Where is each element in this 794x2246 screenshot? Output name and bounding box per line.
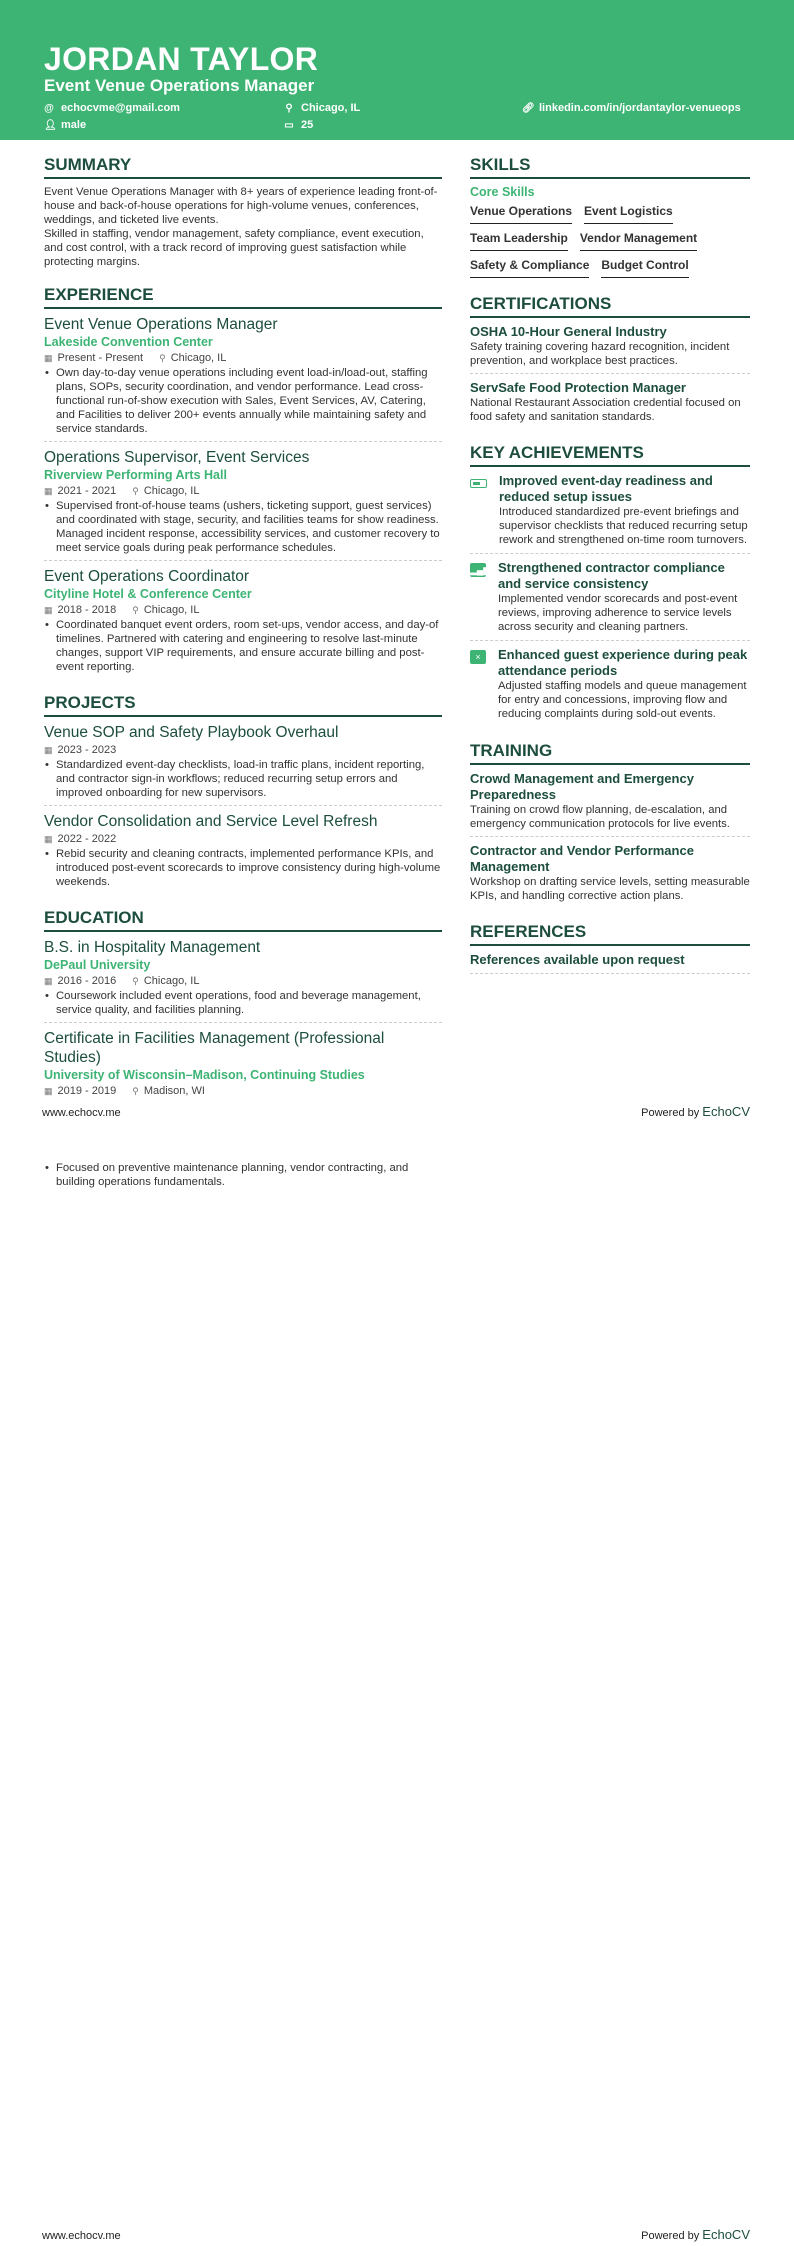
skill-tag: Venue Operations — [470, 201, 572, 224]
location: Chicago, IL — [143, 485, 200, 497]
location-pin-icon: ⚲ — [132, 976, 139, 986]
footer-site-link[interactable]: www.echocv.me — [42, 1107, 121, 1119]
gender: male — [61, 119, 87, 131]
school: University of Wisconsin–Madison, Continuing Studies — [44, 1068, 365, 1082]
bullet: • Supervised front-of-house teams (ushers, ticketing support, guest services) and coordinated with stage, security, and facilities teams for show readiness. Managed incident response, accessibility services, and customer recovery to meet service goals during peak performance schedules. — [44, 499, 442, 555]
location: Chicago, IL — [301, 102, 361, 114]
project-title: Vendor Consolidation and Service Level Refresh — [44, 813, 378, 830]
location-pin-icon: ⚲ — [285, 102, 293, 114]
achievement-desc: Implemented vendor scorecards and post-event reviews, improving adherence to service levels across security and cleaning partners. — [498, 593, 738, 633]
training-title: Contractor and Vendor Performance Management — [470, 843, 694, 874]
dates: 2021 - 2021 — [57, 485, 117, 497]
section-heading-skills: SKILLS — [470, 155, 750, 179]
job-title: Event Operations Coordinator — [44, 568, 250, 585]
location-pin-icon: ⚲ — [132, 486, 139, 496]
job-title: Event Venue Operations Manager — [44, 316, 278, 333]
achievement-title: Strengthened contractor compliance and service consistency — [498, 560, 725, 591]
achievement-entry — [470, 560, 750, 641]
candidate-name: JORDAN TAYLOR — [44, 41, 319, 77]
training-entry — [470, 843, 750, 908]
employer: Cityline Hotel & Conference Center — [44, 587, 252, 601]
location-pin-icon: ⚲ — [159, 353, 166, 363]
calendar-icon: ▦ — [44, 486, 53, 496]
section-heading-references: REFERENCES — [470, 922, 750, 946]
calendar-icon: ▦ — [44, 745, 53, 755]
skill-tag: Safety & Compliance — [470, 255, 589, 278]
section-heading-certifications: CERTIFICATIONS — [470, 294, 750, 318]
training-desc: Training on crowd flow planning, de-escalation, and emergency communication protocols for live events. — [470, 804, 730, 830]
education-entry — [44, 1029, 442, 1104]
dates: 2018 - 2018 — [57, 604, 117, 616]
skill-tag: Vendor Management — [580, 228, 697, 251]
location: Chicago, IL — [170, 352, 227, 364]
experience-entry — [44, 315, 442, 442]
degree: Certificate in Facilities Management (Professional Studies) — [44, 1030, 385, 1066]
skill-tags — [470, 201, 750, 278]
certification-desc: Safety training covering hazard recognition, incident prevention, and workplace best practices. — [470, 341, 730, 367]
linkedin-link[interactable]: linkedin.com/in/jordantaylor-venueops — [539, 102, 741, 114]
bullet: • Coursework included event operations, food and beverage management, service quality, and facilities planning. — [44, 989, 442, 1017]
certification-title: ServSafe Food Protection Manager — [470, 380, 686, 395]
degree: B.S. in Hospitality Management — [44, 939, 261, 956]
bullet: • Coordinated banquet event orders, room set-ups, vendor access, and day-of timelines. Partnered with catering and engineering to resolve last-minute changes, support VIP requirements, and ensure accurate billing and post-event reporting. — [44, 618, 442, 674]
project-entry — [44, 812, 442, 894]
certification-title: OSHA 10-Hour General Industry — [470, 324, 667, 339]
dates: Present - Present — [57, 352, 144, 364]
footer-site-link[interactable]: www.echocv.me — [42, 2230, 121, 2242]
achievement-entry — [470, 473, 750, 554]
calendar-icon: ▦ — [44, 353, 53, 363]
skill-tag: Team Leadership — [470, 228, 568, 251]
calendar-icon: ▭ — [284, 119, 294, 131]
achievement-desc: Introduced standardized pre-event briefings and supervisor checklists that reduced recurring setup rework and strengthened on-time room turnovers. — [499, 506, 748, 546]
calendar-icon: ▦ — [44, 1086, 53, 1096]
header — [0, 0, 794, 140]
employer: Riverview Performing Arts Hall — [44, 468, 227, 482]
location-pin-icon: ⚲ — [132, 605, 139, 615]
location: Chicago, IL — [143, 975, 200, 987]
skill-tag: Budget Control — [601, 255, 688, 278]
location: Chicago, IL — [143, 604, 200, 616]
section-heading-achievements: KEY ACHIEVEMENTS — [470, 443, 750, 467]
employer: Lakeside Convention Center — [44, 335, 213, 349]
training-desc: Workshop on drafting service levels, setting measurable KPIs, and handling corrective action plans. — [470, 876, 750, 902]
dates: 2022 - 2022 — [57, 833, 117, 845]
resume-page-2 — [0, 1123, 794, 2246]
section-heading-summary: SUMMARY — [44, 155, 442, 179]
certification-entry — [470, 324, 750, 374]
footer — [42, 2227, 750, 2242]
achievement-desc: Adjusted staffing models and queue management for entry and concessions, improving flow and reducing complaints during sold-out events. — [498, 680, 747, 720]
school: DePaul University — [44, 958, 151, 972]
training-title: Crowd Management and Emergency Preparedness — [470, 771, 694, 802]
training-entry — [470, 771, 750, 837]
powered-by-label: Powered by — [641, 2230, 700, 2242]
achievement-title: Enhanced guest experience during peak attendance periods — [498, 647, 748, 678]
skill-group-label: Core Skills — [470, 185, 535, 199]
location: Madison, WI — [143, 1085, 205, 1097]
chart-icon: ▂▄▆ — [470, 565, 491, 575]
calendar-icon: ▦ — [44, 834, 53, 844]
brand-name[interactable]: EchoCV — [702, 2227, 750, 2242]
location-pin-icon: ⚲ — [132, 1086, 139, 1096]
bullet: • Rebid security and cleaning contracts, implemented performance KPIs, and introduced post-event scorecards to improve consistency during high-volume weekends. — [44, 847, 442, 889]
age: 25 — [301, 119, 314, 131]
person-icon: 👤︎ — [44, 119, 57, 131]
skill-tag: Event Logistics — [584, 201, 673, 224]
references-text: References available upon request — [470, 952, 685, 967]
at-icon: @ — [44, 102, 54, 114]
dates: 2023 - 2023 — [57, 744, 117, 756]
bullet: • Focused on preventive maintenance planning, vendor contracting, and building operations fundamentals. — [44, 1161, 442, 1189]
achievement-title: Improved event-day readiness and reduced setup issues — [499, 473, 713, 504]
section-heading-experience: EXPERIENCE — [44, 285, 442, 309]
link-icon: 🔗︎ — [522, 102, 535, 114]
dates: 2016 - 2016 — [57, 975, 117, 987]
brand-name[interactable]: EchoCV — [702, 1104, 750, 1119]
archive-icon: × — [470, 650, 486, 664]
summary-text: Skilled in staffing, vendor management, safety compliance, event execution, and cost control, with a track record of improving guest satisfaction while protecting margins. — [44, 228, 424, 268]
calendar-icon: ▦ — [44, 976, 53, 986]
email[interactable]: echocvme@gmail.com — [61, 102, 180, 114]
education-entry — [44, 938, 442, 1023]
dates: 2019 - 2019 — [57, 1085, 117, 1097]
powered-by-label: Powered by — [641, 1107, 700, 1119]
left-column — [44, 155, 442, 1110]
section-heading-projects: PROJECTS — [44, 693, 442, 717]
candidate-title: Event Venue Operations Manager — [44, 76, 315, 95]
contact-info — [44, 102, 794, 142]
section-heading-training: TRAINING — [470, 741, 750, 765]
project-entry — [44, 723, 442, 806]
achievement-entry — [470, 647, 750, 727]
project-title: Venue SOP and Safety Playbook Overhaul — [44, 724, 339, 741]
summary-text: Event Venue Operations Manager with 8+ years of experience leading front-of-house and back-of-house operations for high-volume venues, conferences, weddings, and ticketed live events. — [44, 186, 438, 226]
right-column — [470, 155, 750, 980]
references-entry — [470, 952, 750, 974]
job-title: Operations Supervisor, Event Services — [44, 449, 310, 466]
section-heading-education: EDUCATION — [44, 908, 442, 932]
bullet: • Standardized event-day checklists, load-in traffic plans, incident reporting, and contractor sign-in workflows; reduced recurring setup errors and improved onboarding for new supervisors. — [44, 758, 442, 800]
experience-entry — [44, 448, 442, 561]
footer — [42, 1104, 750, 1119]
certification-desc: National Restaurant Association credential focused on food safety and sanitation standards. — [470, 397, 741, 423]
calendar-icon: ▦ — [44, 605, 53, 615]
certification-entry — [470, 380, 750, 429]
bullet: • Own day-to-day venue operations including event load-in/load-out, staffing plans, SOPs, security coordination, and vendor performance. Lead cross-functional run-of-show execution with Sales, Event Services, AV, Catering, and Facilities to deliver 200+ events annually while maintaining safety and service standards. — [44, 366, 442, 436]
battery-icon — [470, 479, 487, 488]
experience-entry — [44, 567, 442, 679]
